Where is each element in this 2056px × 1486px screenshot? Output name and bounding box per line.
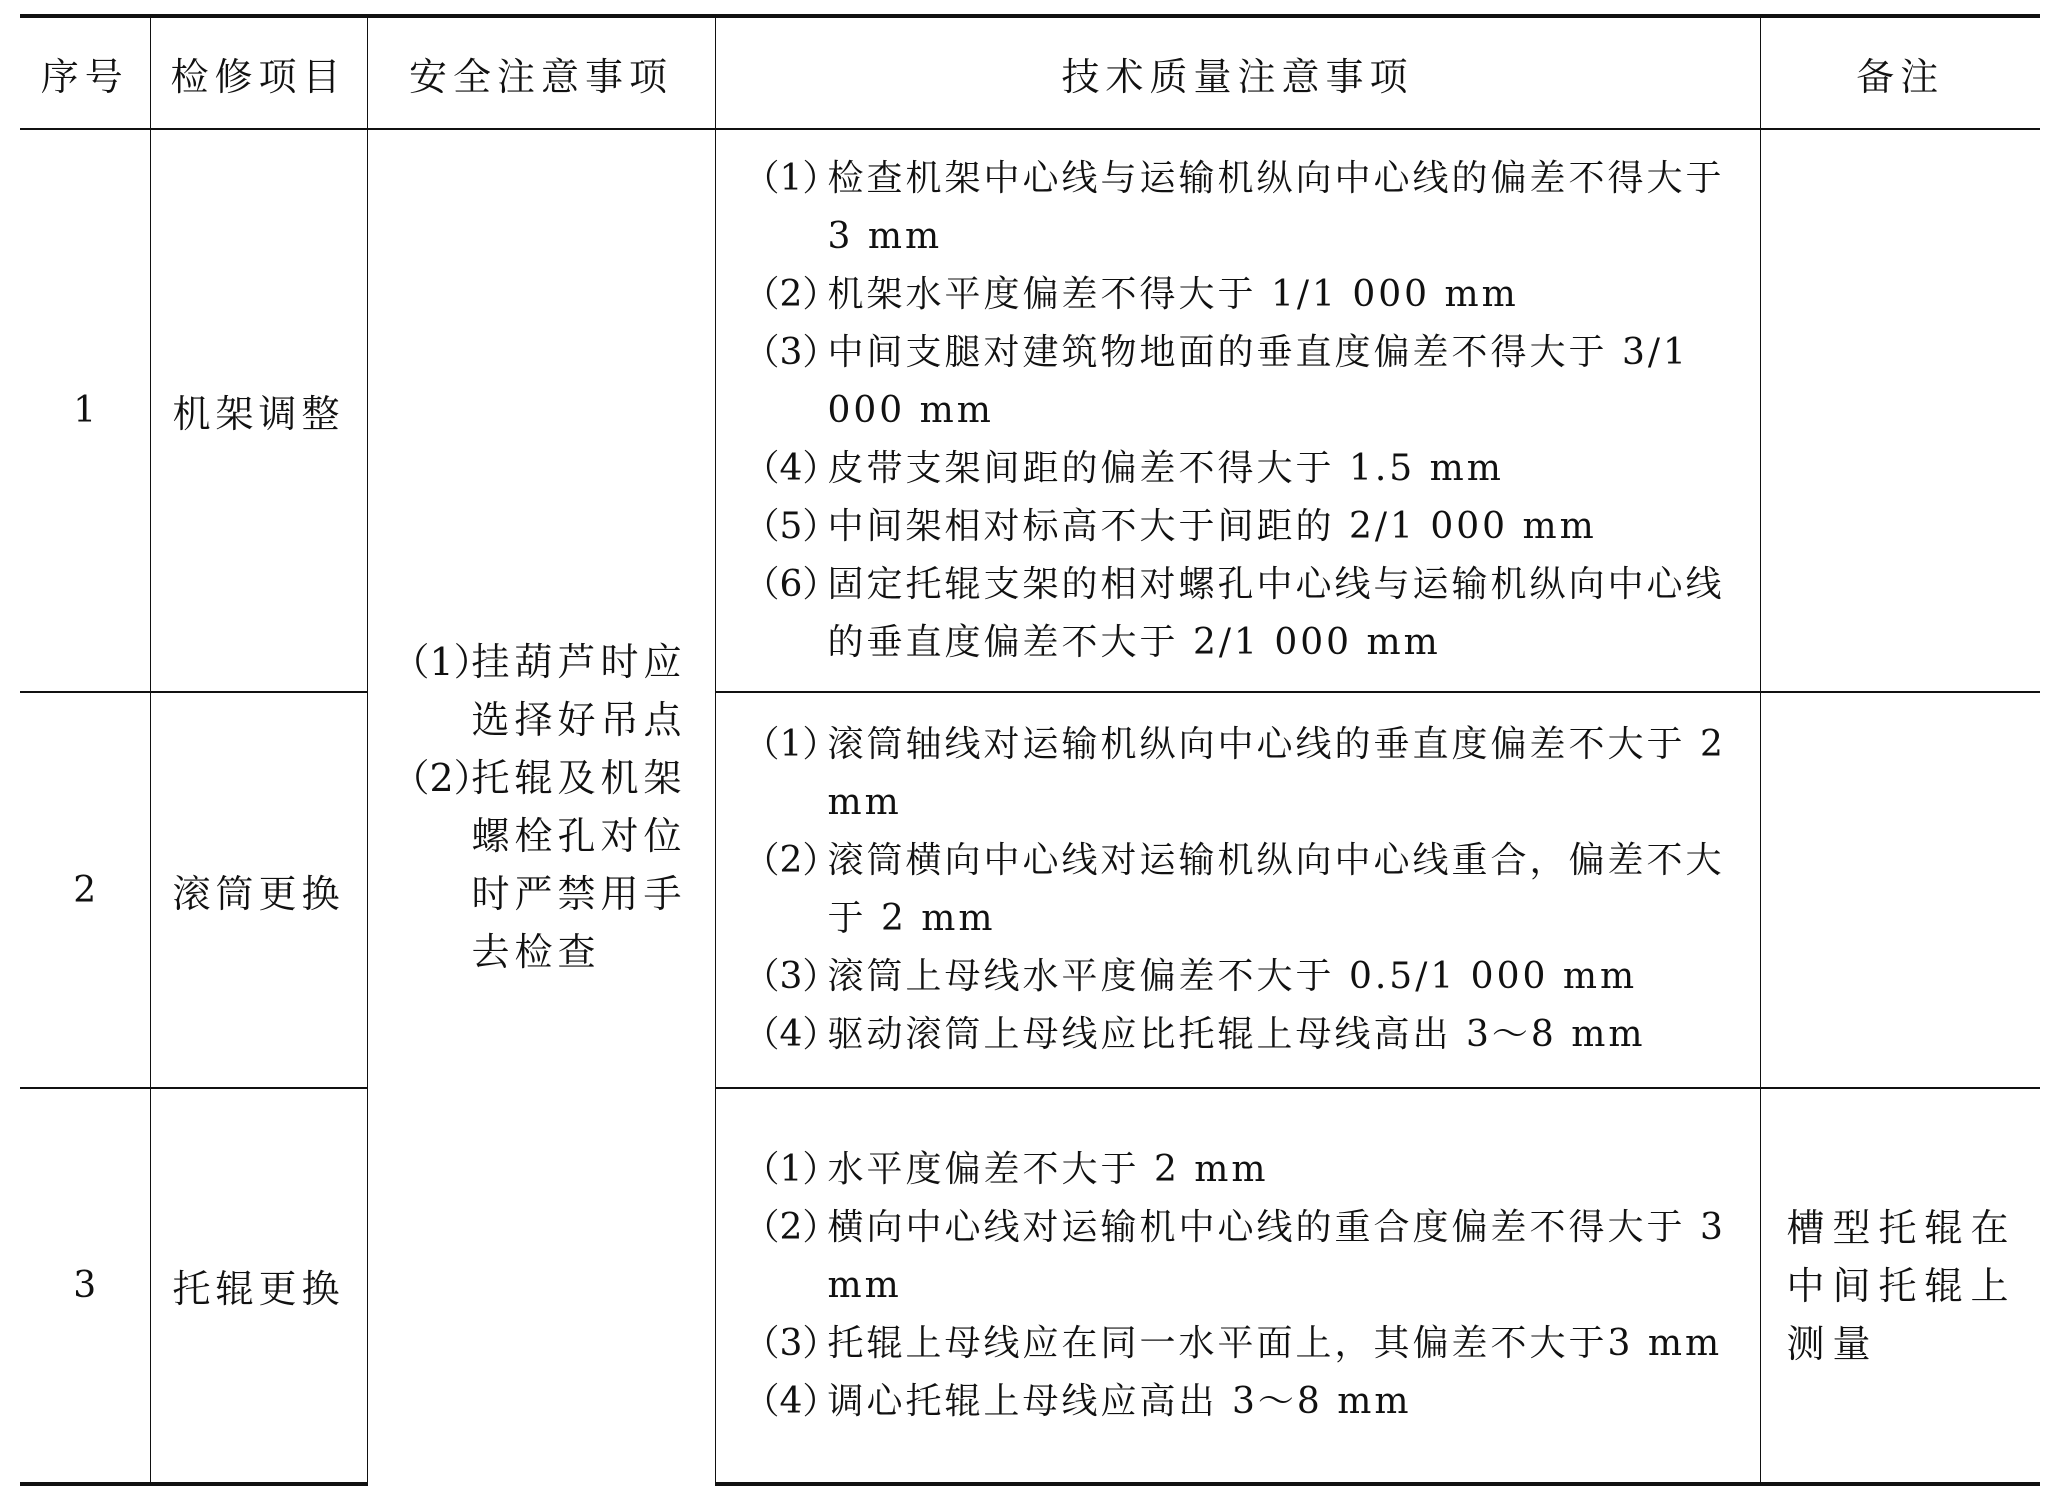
tech-note: （3） 托辊上母线应在同一水平面上，其偏差不大于3 mm xyxy=(743,1322,1723,1364)
header-row xyxy=(20,16,2040,129)
header-tech: 技术质量注意事项 xyxy=(715,16,1760,129)
tech-note: （4） 调心托辊上母线应高出 3～8 mm xyxy=(743,1380,1412,1422)
header-safety: 安全注意事项 xyxy=(367,16,715,129)
tech-note: （1） 检查机架中心线与运输机纵向中心线的偏差不得大于 3 mm xyxy=(743,157,1725,257)
safety-note: （1） 挂葫芦时应选择好吊点 xyxy=(391,640,687,742)
row-item: 滚筒更换 xyxy=(150,692,367,1088)
header-item: 检修项目 xyxy=(150,16,367,129)
table-row xyxy=(20,129,2040,692)
safety-notes xyxy=(367,129,715,1484)
tech-notes xyxy=(715,129,1760,692)
table-row xyxy=(20,692,2040,1088)
row-remark: 槽型托辊在中间托辊上测量 xyxy=(1760,1088,2040,1484)
tech-note: （2） 机架水平度偏差不得大于 1/1 000 mm xyxy=(743,273,1519,315)
tech-note: （6） 固定托辊支架的相对螺孔中心线与运输机纵向中心线的垂直度偏差不大于 2/1 000 mm xyxy=(743,563,1725,663)
row-serial: 1 xyxy=(20,129,150,692)
tech-note: （2） 滚筒横向中心线对运输机纵向中心线重合，偏差不大于 2 mm xyxy=(743,840,1725,939)
tech-note: （3） 中间支腿对建筑物地面的垂直度偏差不得大于 3/1 000 mm xyxy=(743,331,1689,431)
header-serial: 序号 xyxy=(20,16,150,129)
tech-notes xyxy=(715,692,1760,1088)
maintenance-table xyxy=(20,14,2040,1486)
row-item: 托辊更换 xyxy=(150,1088,367,1484)
row-remark xyxy=(1760,129,2040,692)
tech-note: （5） 中间架相对标高不大于间距的 2/1 000 mm xyxy=(743,505,1597,547)
tech-notes xyxy=(715,1088,1760,1484)
row-serial: 2 xyxy=(20,692,150,1088)
tech-note: （1） 滚筒轴线对运输机纵向中心线的垂直度偏差不大于 2 mm xyxy=(743,724,1726,823)
table-row xyxy=(20,1088,2040,1484)
tech-note: （1） 水平度偏差不大于 2 mm xyxy=(743,1148,1269,1190)
tech-note: （2） 横向中心线对运输机中心线的重合度偏差不得大于 3 mm xyxy=(743,1206,1726,1306)
tech-note: （4） 驱动滚筒上母线应比托辊上母线高出 3～8 mm xyxy=(743,1014,1646,1055)
tech-note: （4） 皮带支架间距的偏差不得大于 1.5 mm xyxy=(743,447,1504,489)
row-serial: 3 xyxy=(20,1088,150,1484)
row-item: 机架调整 xyxy=(150,129,367,692)
tech-note: （3） 滚筒上母线水平度偏差不大于 0.5/1 000 mm xyxy=(743,956,1638,997)
header-remark: 备注 xyxy=(1760,16,2040,129)
row-remark xyxy=(1760,692,2040,1088)
safety-note: （2） 托辊及机架螺栓孔对位时严禁用手去检查 xyxy=(391,756,687,974)
